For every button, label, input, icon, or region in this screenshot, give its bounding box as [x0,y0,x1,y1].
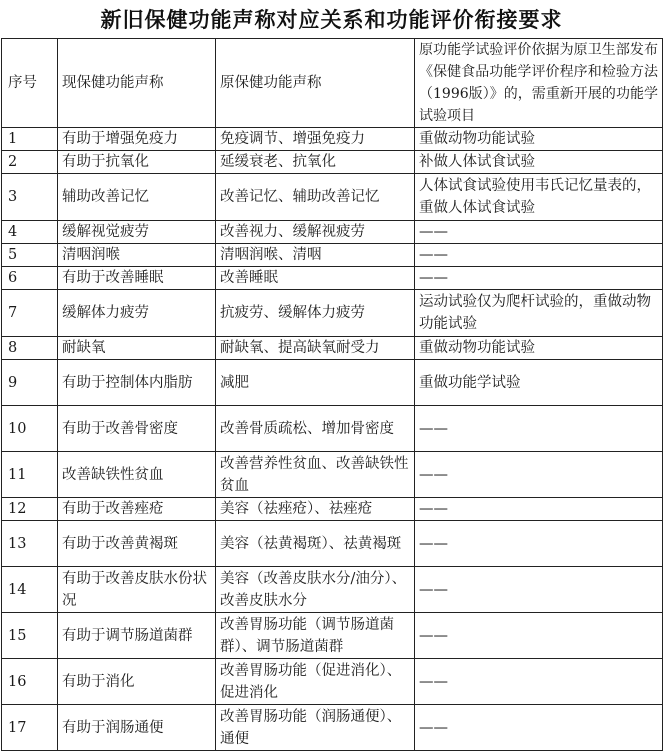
table-row [2,705,663,751]
row-number: 6 [2,267,58,290]
current-claim-cell: 有助于改善骨密度 [58,406,216,452]
current-claim-cell: 有助于改善皮肤水份状况 [58,567,216,613]
row-number: 12 [2,498,58,521]
original-claim-cell: 改善睡眠 [216,267,415,290]
original-claim-cell: 抗疲劳、缓解体力疲劳 [216,290,415,337]
table-row [2,452,663,498]
table-row [2,498,663,521]
row-number: 10 [2,406,58,452]
original-claim-cell: 清咽润喉、清咽 [216,244,415,267]
table-row [2,290,663,337]
current-claim-cell: 辅助改善记忆 [58,174,216,221]
original-claim-cell: 耐缺氧、提高缺氧耐受力 [216,337,415,360]
table-row [2,567,663,613]
original-claim-cell: 改善视力、缓解视疲劳 [216,221,415,244]
table-row [2,521,663,567]
row-number: 7 [2,290,58,337]
current-claim-cell: 缓解视觉疲劳 [58,221,216,244]
claims-table [1,38,663,751]
original-claim-cell: 改善胃肠功能（润肠通便）、通便 [216,705,415,751]
current-claim-cell: 清咽润喉 [58,244,216,267]
row-number: 9 [2,360,58,406]
row-number: 14 [2,567,58,613]
table-row [2,360,663,406]
current-claim-cell: 有助于改善痤疮 [58,498,216,521]
current-claim-cell: 有助于改善睡眠 [58,267,216,290]
table-row [2,337,663,360]
table-row [2,128,663,151]
document-title: 新旧保健功能声称对应关系和功能评价衔接要求 [100,8,563,32]
header-serial-number: 序号 [2,39,58,128]
header-current-claim: 现保健功能声称 [58,39,216,128]
row-number: 3 [2,174,58,221]
requirement-cell: 重做动物功能试验 [415,337,663,360]
original-claim-cell: 改善胃肠功能（调节肠道菌群）、调节肠道菌群 [216,613,415,659]
original-claim-cell: 改善记忆、辅助改善记忆 [216,174,415,221]
requirement-cell: —— [415,498,663,521]
table-row [2,174,663,221]
row-number: 1 [2,128,58,151]
current-claim-cell: 有助于增强免疫力 [58,128,216,151]
row-number: 13 [2,521,58,567]
requirement-cell: —— [415,244,663,267]
requirement-cell: —— [415,267,663,290]
table-row [2,613,663,659]
original-claim-cell: 改善骨质疏松、增加骨密度 [216,406,415,452]
row-number: 8 [2,337,58,360]
current-claim-cell: 有助于改善黄褐斑 [58,521,216,567]
original-claim-cell: 减肥 [216,360,415,406]
row-number: 17 [2,705,58,751]
current-claim-cell: 缓解体力疲劳 [58,290,216,337]
row-number: 15 [2,613,58,659]
current-claim-cell: 耐缺氧 [58,337,216,360]
requirement-cell: —— [415,521,663,567]
requirement-cell: —— [415,221,663,244]
current-claim-cell: 有助于抗氧化 [58,151,216,174]
current-claim-cell: 改善缺铁性贫血 [58,452,216,498]
table-row [2,267,663,290]
table-row [2,659,663,705]
requirement-cell: —— [415,613,663,659]
row-number: 5 [2,244,58,267]
row-number: 2 [2,151,58,174]
table-body [2,128,663,751]
original-claim-cell: 美容（祛黄褐斑）、祛黄褐斑 [216,521,415,567]
original-claim-cell: 延缓衰老、抗氧化 [216,151,415,174]
table-row [2,221,663,244]
requirement-cell: 重做动物功能试验 [415,128,663,151]
table-row [2,151,663,174]
original-claim-cell: 美容（改善皮肤水分/油分）、改善皮肤水分 [216,567,415,613]
requirement-cell: —— [415,567,663,613]
current-claim-cell: 有助于调节肠道菌群 [58,613,216,659]
original-claim-cell: 免疫调节、增强免疫力 [216,128,415,151]
original-claim-cell: 美容（祛痤疮）、祛痤疮 [216,498,415,521]
header-original-claim: 原保健功能声称 [216,39,415,128]
original-claim-cell: 改善营养性贫血、改善缺铁性贫血 [216,452,415,498]
requirement-cell: —— [415,406,663,452]
current-claim-cell: 有助于润肠通便 [58,705,216,751]
row-number: 4 [2,221,58,244]
header-required-tests: 原功能学试验评价依据为原卫生部发布《保健食品功能学评价程序和检验方法（1996版）》的，需重新开展的功能学试验项目 [415,39,663,128]
requirement-cell: 补做人体试食试验 [415,151,663,174]
current-claim-cell: 有助于控制体内脂肪 [58,360,216,406]
requirement-cell: —— [415,659,663,705]
table-header-row [2,39,663,128]
requirement-cell: 重做功能学试验 [415,360,663,406]
row-number: 11 [2,452,58,498]
requirement-cell: —— [415,452,663,498]
requirement-cell: 人体试食试验使用韦氏记忆量表的，重做人体试食试验 [415,174,663,221]
table-row [2,406,663,452]
requirement-cell: —— [415,705,663,751]
row-number: 16 [2,659,58,705]
current-claim-cell: 有助于消化 [58,659,216,705]
table-row [2,244,663,267]
requirement-cell: 运动试验仅为爬杆试验的，重做动物功能试验 [415,290,663,337]
original-claim-cell: 改善胃肠功能（促进消化）、促进消化 [216,659,415,705]
